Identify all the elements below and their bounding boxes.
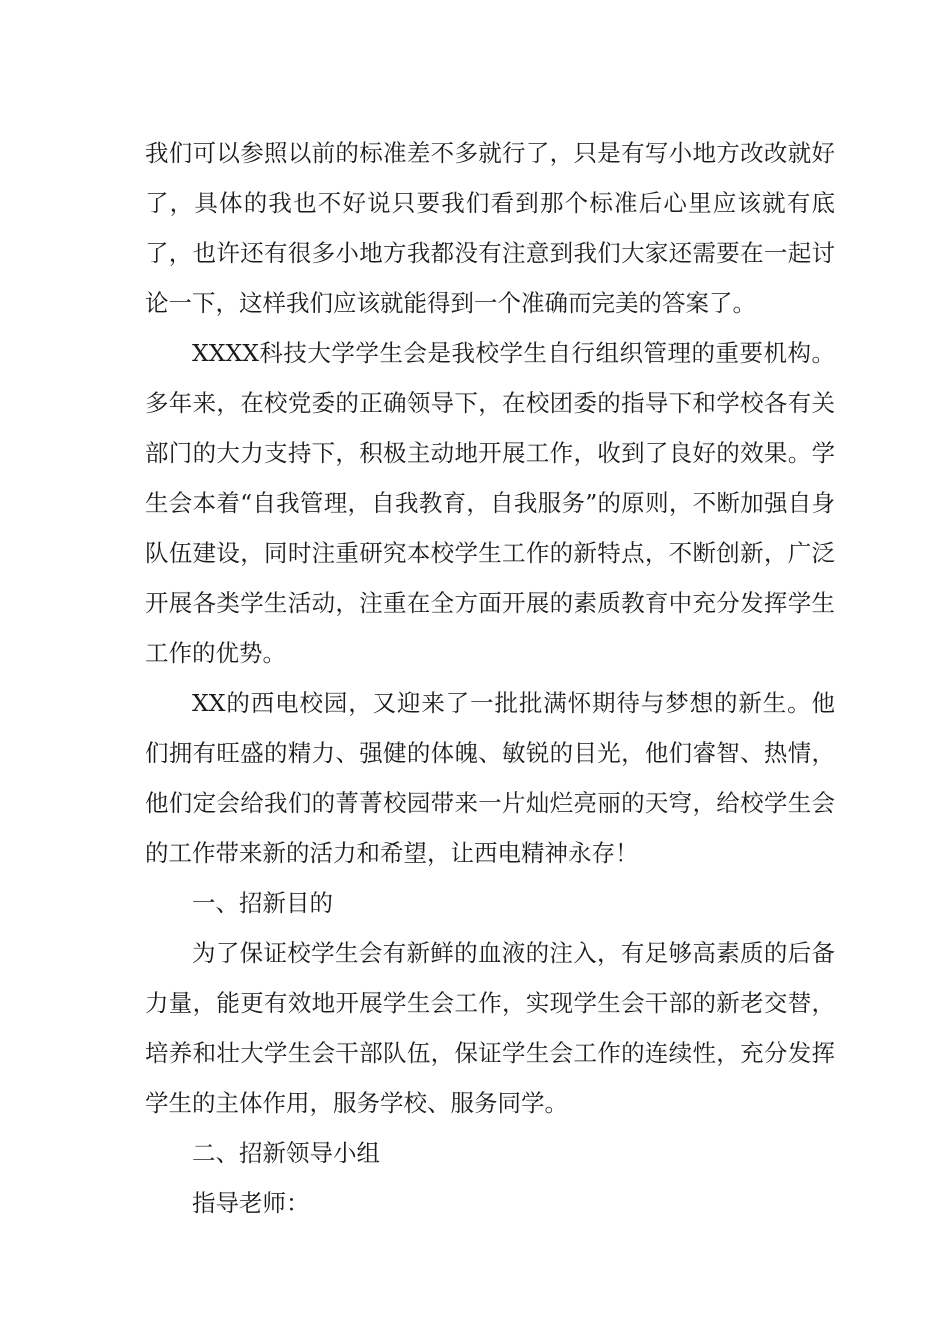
section-heading-purpose: 一、招新目的: [192, 889, 333, 917]
document-body: [145, 128, 835, 1228]
paragraph-campus: XX的西电校园，又迎来了一批批满怀期待与梦想的新生。他们拥有旺盛的精力、强健的体魄、敏锐的目光，他们睿智、热情，他们定会给我们的菁菁校园带来一片灿烂亮丽的天穹，给校学生会的工作带来新的活力和希望，让西电精神永存！: [145, 689, 835, 867]
section-heading-leadership: 二、招新领导小组: [192, 1139, 380, 1167]
paragraph-purpose: 为了保证校学生会有新鲜的血液的注入，有足够高素质的后备力量，能更有效地开展学生会工作，实现学生会干部的新老交替，培养和壮大学生会干部队伍，保证学生会工作的连续性，充分发挥学生的主体作用，服务学校、服务同学。: [145, 939, 835, 1117]
paragraph-intro: 我们可以参照以前的标准差不多就行了，只是有写小地方改改就好了，具体的我也不好说只要我们看到那个标准后心里应该就有底了，也许还有很多小地方我都没有注意到我们大家还需要在一起讨论一下，这样我们应该就能得到一个准确而完美的答案了。: [145, 139, 835, 317]
paragraph-advisor: 指导老师：: [192, 1189, 310, 1217]
paragraph-student-union: XXXX科技大学学生会是我校学生自行组织管理的重要机构。多年来，在校党委的正确领导下，在校团委的指导下和学校各有关部门的大力支持下，积极主动地开展工作，收到了良好的效果。学生会本着“自我管理，自我教育，自我服务”的原则，不断加强自身队伍建设，同时注重研究本校学生工作的新特点，不断创新，广泛开展各类学生活动，注重在全方面开展的素质教育中充分发挥学生工作的优势。: [145, 339, 835, 667]
